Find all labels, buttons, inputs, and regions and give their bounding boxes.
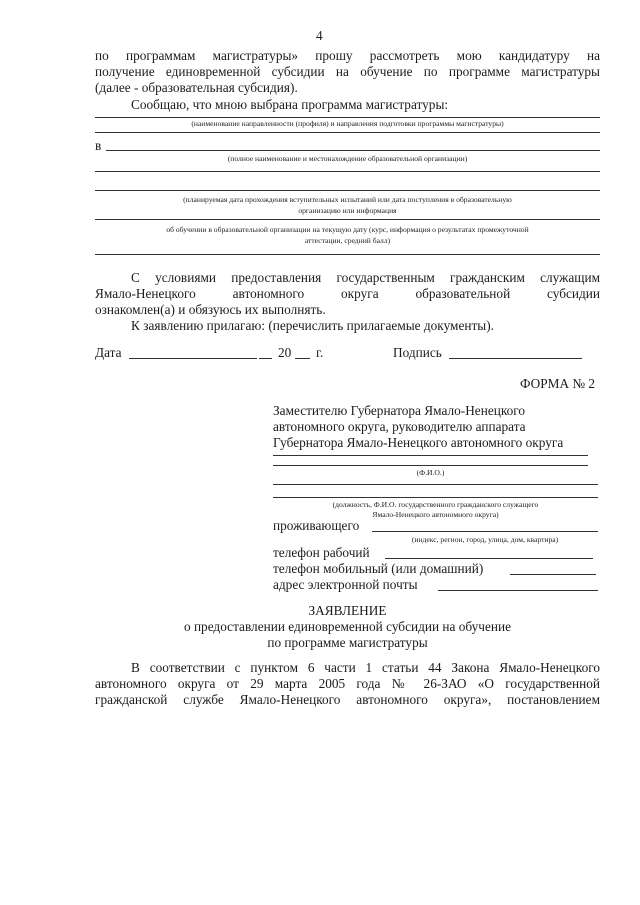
position-blank-2[interactable] xyxy=(273,497,598,498)
mobile-phone-label: телефон мобильный (или домашний) xyxy=(273,561,484,576)
intro-line-3: (далее - образовательная субсидия). xyxy=(95,80,298,95)
conditions-line-4: К заявлению прилагаю: (перечислить прилагаемые документы). xyxy=(131,318,494,333)
signature-label: Подпись xyxy=(393,345,442,360)
form-label: ФОРМА № 2 xyxy=(520,376,596,391)
email-label: адрес электронной почты xyxy=(273,577,418,592)
dates-blank[interactable] xyxy=(95,190,600,191)
intro-line-1: по программам магистратуры» прошу рассмотреть мою кандидатуру на xyxy=(95,48,600,63)
intro-line-2: получение единовременной субсидии на обучение по программе магистратуры xyxy=(95,64,600,79)
year-prefix: 20 xyxy=(278,345,292,360)
year-suffix: г. xyxy=(316,345,324,360)
intro-line-4: Сообщаю, что мною выбрана программа магистратуры: xyxy=(131,97,449,112)
statement-subtitle-1: о предоставлении единовременной субсидии на обучение xyxy=(183,619,512,634)
signature-blank[interactable] xyxy=(449,358,582,359)
direction-caption: (наименование направленности (профиля) и направления подготовки программы магистратуры) xyxy=(191,119,504,128)
year-blank[interactable] xyxy=(295,358,310,359)
addressee-line-1: Заместителю Губернатора Ямало-Ненецкого xyxy=(273,403,526,418)
organization-caption: (полное наименование и местонахождение образовательной организации) xyxy=(227,154,468,163)
conditions-line-1: С условиями предоставления государственным гражданским служащим xyxy=(131,270,600,285)
conditions-line-2: Ямало-Ненецкого автономного округа образовательной субсидии xyxy=(95,286,600,301)
study-caption-2: аттестации, средний балл) xyxy=(304,236,391,245)
body-line-1: В соответствии с пунктом 6 части 1 статьи 44 Закона Ямало-Ненецкого xyxy=(131,660,600,675)
residing-label: проживающего xyxy=(273,518,360,533)
body-line-2: автономного округа от 29 марта 2005 года № 26-ЗАО «О государственной xyxy=(95,676,600,691)
study-blank[interactable] xyxy=(95,219,600,220)
date-label: Дата xyxy=(95,345,122,360)
fio-blank-2[interactable] xyxy=(273,465,588,466)
address-caption: (индекс, регион, город, улица, дом, квартира) xyxy=(411,535,559,544)
direction-blank-2[interactable] xyxy=(95,132,600,133)
addressee-line-2: автономного округа, руководителю аппарата xyxy=(273,419,526,434)
position-caption-1: (должность, Ф.И.О. государственного гражданского служащего xyxy=(332,500,539,509)
residing-blank[interactable] xyxy=(372,531,598,532)
direction-blank[interactable] xyxy=(95,117,600,118)
position-caption-2: Ямало-Ненецкого автономного округа) xyxy=(372,510,499,519)
email-blank[interactable] xyxy=(438,590,598,591)
work-phone-label: телефон рабочий xyxy=(273,545,370,560)
dates-caption-1: (планируемая дата прохождения вступительных испытаний или дата поступления в образовательную xyxy=(183,195,512,204)
dates-caption-2: организацию или информация xyxy=(298,206,397,215)
statement-subtitle-2: по программе магистратуры xyxy=(267,635,428,650)
page-number: 4 xyxy=(316,28,323,43)
study-blank-2[interactable] xyxy=(95,254,600,255)
work-phone-blank[interactable] xyxy=(385,558,593,559)
fio-blank[interactable] xyxy=(273,455,588,456)
addressee-line-3: Губернатора Ямало-Ненецкого автономного округа xyxy=(273,435,564,450)
conditions-line-3: ознакомлен(а) и обязуюсь их выполнять. xyxy=(95,302,326,317)
organization-blank[interactable] xyxy=(106,150,600,151)
org-prefix: в xyxy=(95,138,102,153)
mobile-phone-blank[interactable] xyxy=(510,574,596,575)
date-blank[interactable] xyxy=(129,358,257,359)
position-blank[interactable] xyxy=(273,484,598,485)
study-caption-1: об обучении в образовательной организации на текущую дату (курс, информация о результатах промежуточной xyxy=(166,225,529,234)
fio-caption: (Ф.И.О.) xyxy=(416,468,445,477)
body-line-3: гражданской службе Ямало-Ненецкого автономного округа», постановлением xyxy=(95,692,600,707)
organization-blank-2[interactable] xyxy=(95,171,600,172)
statement-title: ЗАЯВЛЕНИЕ xyxy=(308,603,387,618)
date-month-blank[interactable] xyxy=(259,358,272,359)
